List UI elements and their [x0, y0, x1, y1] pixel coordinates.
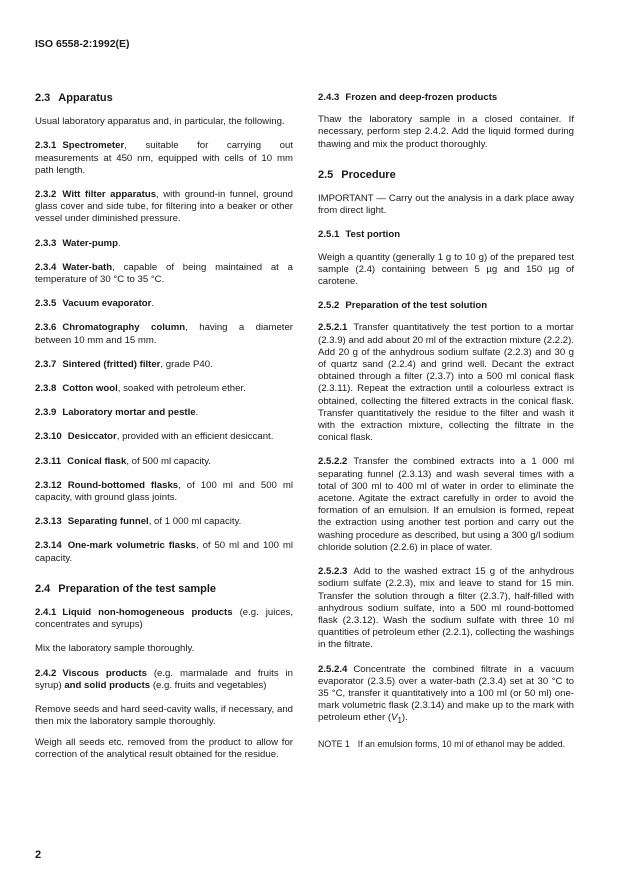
- viscous-products-heading: 2.4.2 Viscous products (e.g. marmalade and fruits in syrup) and solid products (e.g. fruits and vegetables): [35, 667, 294, 691]
- apparatus-item: 2.3.5 Vacuum evaporator.: [35, 298, 155, 310]
- apparatus-intro: Usual laboratory apparatus and, in particular, the following.: [35, 116, 285, 128]
- right-column: [318, 92, 574, 762]
- page-number: 2: [35, 849, 42, 861]
- left-column: [35, 92, 293, 773]
- test-portion-text: Weigh a quantity (generally 1 g to 10 g) of the prepared test sample (2.4) containing between 5 µg and 150 µg of carotene.: [318, 251, 574, 288]
- apparatus-item: 2.3.7 Sintered (fritted) filter, grade P40.: [35, 358, 213, 370]
- section-preparation-title: 2.4 Preparation of the test sample: [35, 582, 217, 595]
- procedure-steps: [318, 322, 574, 727]
- section-procedure-title: 2.5 Procedure: [318, 168, 396, 181]
- liquid-products-heading: 2.4.1 Liquid non-homogeneous products (e.g. juices, concentrates and syrups): [35, 607, 293, 631]
- test-portion-heading: 2.5.1 Test portion: [318, 229, 401, 241]
- document-header: ISO 6558-2:1992(E): [35, 38, 130, 50]
- apparatus-item: 2.3.4 Water-bath, capable of being maintained at a temperature of 30 °C to 35 °C.: [35, 261, 293, 286]
- apparatus-item: 2.3.6 Chromatography column, having a diameter between 10 mm and 15 mm.: [35, 322, 293, 346]
- apparatus-item: 2.3.12 Round-bottomed flasks, of 100 ml and 500 ml capacity, with ground glass joints.: [35, 479, 293, 504]
- note-1: NOTE 1 If an emulsion forms, 10 ml of ethanol may be added.: [318, 739, 566, 750]
- viscous-products-text-2: Weigh all seeds etc. removed from the product to allow for correction of the analytical result obtained for the residue.: [35, 736, 293, 760]
- liquid-products-text: Mix the laboratory sample thoroughly.: [35, 643, 195, 655]
- important-notice: IMPORTANT — Carry out the analysis in a dark place away from direct light.: [318, 193, 574, 217]
- procedure-step: 2.5.2.4 Concentrate the combined filtrate in a vacuum evaporator (2.3.5) over a water-bath (2.3.4) set at 30 °C to 35 °C, transfer it quantitatively into a 100 ml (or 50 ml) one-mark volumetric flask (2.3.14) and make up to the mark with petroleum ether $(V_1)$.: [318, 663, 574, 726]
- apparatus-item: 2.3.1 Spectrometer, suitable for carrying out measurements at 450 nm, equipped with cells of 10 mm path length.: [35, 140, 293, 176]
- frozen-products-text: Thaw the laboratory sample in a closed container. If necessary, perform step 2.4.2. Add the liquid formed during thawing and mix the product thoroughly.: [318, 114, 574, 150]
- viscous-products-text: Remove seeds and hard seed-cavity walls, if necessary, and then mix the laboratory sample thoroughly.: [35, 704, 293, 728]
- test-solution-heading: 2.5.2 Preparation of the test solution: [318, 300, 488, 312]
- apparatus-item: 2.3.8 Cotton wool, soaked with petroleum ether.: [35, 383, 246, 395]
- apparatus-item: 2.3.10 Desiccator, provided with an efficient desiccant.: [35, 431, 274, 443]
- apparatus-item: 2.3.2 Witt filter apparatus, with ground-in funnel, ground glass cover and side tube, for filtering into a beaker or other vessel under diminished pressure.: [35, 189, 293, 225]
- apparatus-item: 2.3.13 Separating funnel, of 1 000 ml capacity.: [35, 516, 242, 528]
- apparatus-item: 2.3.9 Laboratory mortar and pestle.: [35, 407, 199, 419]
- section-apparatus-title: 2.3 Apparatus: [35, 92, 113, 104]
- procedure-step: 2.5.2.2 Transfer the combined extracts into a 1 000 ml separating funnel (2.3.13) and wash several times with a total of 300 ml to 400 ml of water in order to eliminate the acetone. Agitate the extract carefully in order to avoid the formation of an emulsion. If an emulsion is formed, repeat the extraction using another test portion and carry out the washing procedure as described, but using a 300 g/l sodium chloride solution (2.2.6) in place of water.: [318, 456, 574, 553]
- apparatus-item: 2.3.14 One-mark volumetric flasks, of 50 ml and 100 ml capacity.: [35, 540, 293, 564]
- apparatus-list: [35, 140, 293, 564]
- frozen-products-heading: 2.4.3 Frozen and deep-frozen products: [318, 92, 498, 103]
- apparatus-item: 2.3.11 Conical flask, of 500 ml capacity.: [35, 455, 211, 467]
- procedure-step: 2.5.2.1 Transfer quantitatively the test portion to a mortar (2.3.9) and add about 20 ml of the extraction mixture (2.2.2). Add 20 g of the anhydrous sodium sulfate (2.2.3) and 30 g of quartz sand (2.2.4) and grind well. Decant the extract obtained through a filter (2.3.7) into a 500 ml conical flask (2.3.11). Repeat the extraction until a colourless extract is obtained, collecting the filtered extracts in the conical flask. Transfer quantitatively the residue to the filter and wash it with the extraction mixture, collecting the filtrate in the conical flask.: [318, 322, 574, 444]
- apparatus-item: 2.3.3 Water-pump.: [35, 237, 121, 249]
- procedure-step: 2.5.2.3 Add to the washed extract 15 g of the anhydrous sodium sulfate (2.2.3), mix and leave to stand for 15 min. Transfer the solution through a filter (2.3.7), half-filled with anhydrous sodium sulfate, into a 500 ml round-bottomed flask (2.3.12). Wash the sodium sulfate with three 10 ml quantities of petroleum ether (2.2.1), collecting the washings in the filtrate.: [318, 566, 574, 651]
